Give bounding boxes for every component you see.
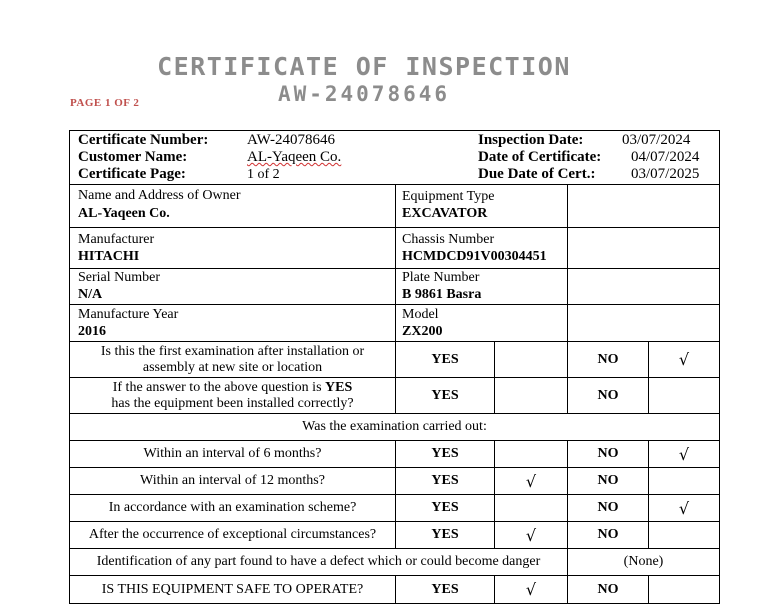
border-top [69,130,720,131]
customer-name-value: AL-Yaqeen Co. [247,149,342,165]
cert-number-value: AW-24078646 [247,132,335,148]
cert-number-label: Certificate Number: [78,132,209,148]
due-date-value: 03/07/2025 [631,166,700,182]
q1-yes-label: YES [431,351,459,367]
cert-page-value: 1 of 2 [247,167,280,182]
page-indicator: PAGE 1 OF 2 [70,97,140,109]
q6-yes-label: YES [431,527,459,542]
q1-no-label: NO [597,351,619,367]
rule-v-equip-right [567,184,568,341]
q1-no-checkmark: √ [678,350,690,369]
rule-h2 [395,227,567,228]
q4-yes-checkmark: √ [525,471,537,491]
examination-header: Was the examination carried out: [302,419,487,434]
rule-h4 [69,304,719,305]
equipment-type-value: EXCAVATOR [402,206,488,221]
rule-h2c [567,227,719,228]
rule-v-q-b [494,341,495,413]
serial-value: N/A [78,287,103,302]
plate-label: Plate Number [402,270,480,285]
q5-yes-label: YES [431,500,459,515]
q6-no-label: NO [597,527,619,542]
q2-no-label: NO [597,387,619,403]
q3-yes-label: YES [431,446,459,461]
certificate-number-heading: AW-24078646 [277,82,451,106]
equipment-type-label: Equipment Type [402,189,495,204]
question-exceptional-circumstances: After the occurrence of exceptional circumstances? [88,527,377,542]
question-examination-scheme: In accordance with an examination scheme? [108,500,357,515]
date-of-cert-value: 04/07/2024 [631,149,700,165]
q4-yes-label: YES [431,473,459,488]
rule-h3 [69,268,567,269]
cert-page-label: Certificate Page: [78,166,186,182]
model-value: ZX200 [402,324,443,339]
rule-h3c [567,268,719,269]
year-label: Manufacture Year [78,307,179,322]
rule-h2b [69,227,395,228]
owner-label: Name and Address of Owner [78,188,241,203]
question-12-months: Within an interval of 12 months? [140,473,325,488]
inspection-date-value: 03/07/2024 [622,132,691,148]
question-installed-correctly: If the answer to the above question is YES has the equipment been installed correctly? [111,379,354,411]
customer-name-label: Customer Name: [78,149,188,165]
date-of-cert-label: Date of Certificate: [478,149,602,165]
safe-no-label: NO [597,581,619,597]
manufacturer-label: Manufacturer [78,232,155,247]
q3-no-label: NO [597,446,619,461]
chassis-label: Chassis Number [402,232,495,247]
safe-yes-checkmark: √ [525,580,537,599]
safe-yes-label: YES [431,581,459,597]
chassis-value: HCMDCD91V00304451 [402,249,547,264]
model-label: Model [402,307,439,322]
q5-no-label: NO [597,500,619,515]
inspection-date-label: Inspection Date: [478,132,584,148]
question-first-examination: Is this the first examination after installation or assembly at new site or location [100,343,365,375]
owner-value: AL-Yaqeen Co. [78,206,170,221]
certificate-title: CERTIFICATE OF INSPECTION [157,52,571,81]
q2-yes-label: YES [431,387,459,403]
q4-no-label: NO [597,473,619,488]
q6-yes-checkmark: √ [525,525,537,545]
rule-v-s-d [648,575,649,604]
year-value: 2016 [78,324,106,339]
manufacturer-value: HITACHI [78,249,140,264]
question-safe-to-operate: IS THIS EQUIPMENT SAFE TO OPERATE? [101,581,364,597]
q3-no-checkmark: √ [678,444,690,464]
defect-value: (None) [623,554,664,569]
due-date-label: Due Date of Cert.: [478,166,596,182]
plate-value: B 9861 Basra [402,287,482,302]
q5-no-checkmark: √ [678,498,690,518]
serial-label: Serial Number [78,270,161,285]
question-6-months: Within an interval of 6 months? [143,446,322,461]
defect-identification: Identification of any part found to have a defect which or could become danger [96,554,541,569]
border-right [719,130,720,604]
rule-v-equip-mid [395,184,396,341]
